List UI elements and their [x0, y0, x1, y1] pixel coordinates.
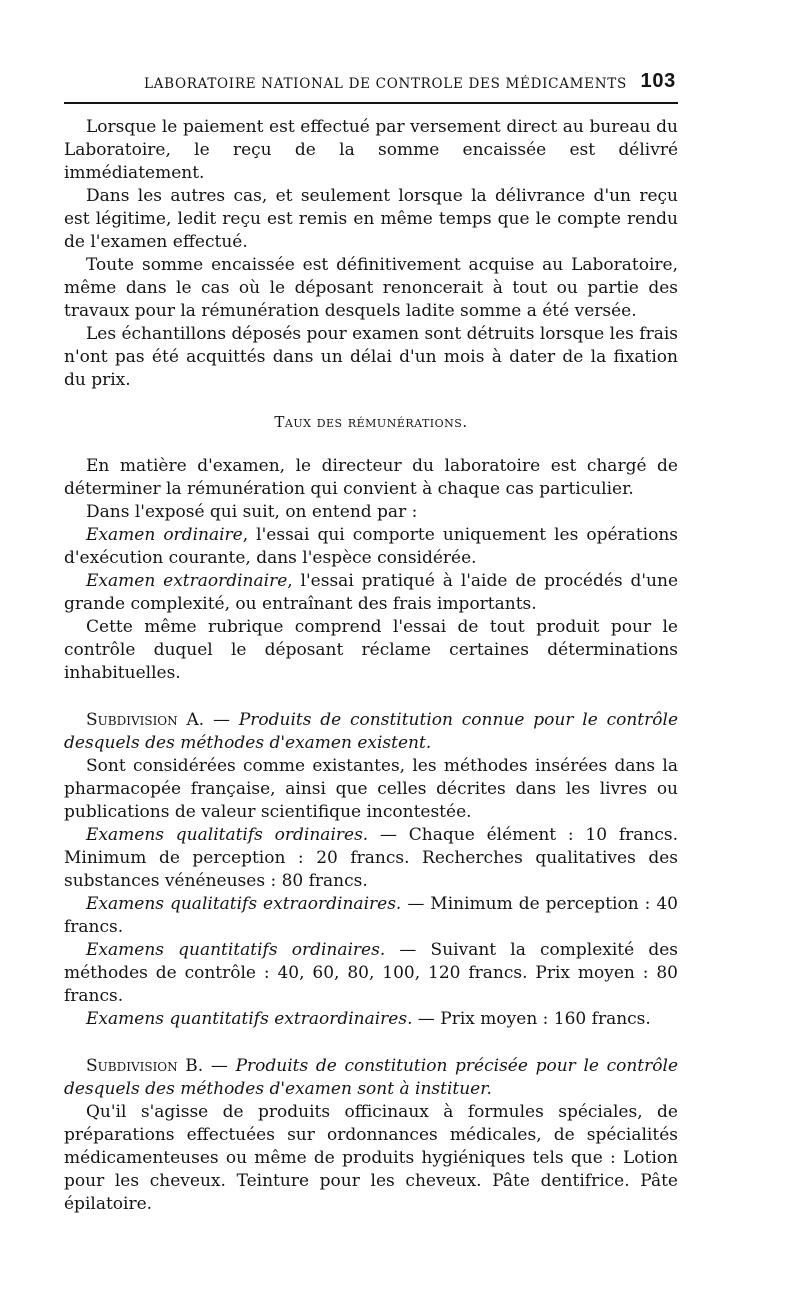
definition-ordinary-term: Examen ordinaire [86, 525, 243, 545]
definition-extraordinary-text: , l'essai pratiqué à l'aide de procédés d'une grande complexité, ou entraînant des frais importants. [64, 571, 679, 614]
section-heading-text: Taux des rémunérations. [274, 413, 468, 431]
running-title: LABORATOIRE NATIONAL DE CONTROLE DES MÉDICAMENTS [144, 76, 627, 92]
subdivision-b-dash: — [203, 1056, 236, 1076]
subdivision-b-title [64, 1055, 678, 1101]
subdivision-a-heading: Produits de constitution connue pour le contrôle desquels des méthodes d'examen existent. [64, 710, 678, 753]
subdivision-b-heading: Produits de constitution précisée pour le contrôle desquels des méthodes d'examen sont à instituer. [64, 1056, 679, 1099]
fee-quantitative-extraordinary-text: — Prix moyen : 160 francs. [412, 1009, 651, 1029]
document-page [64, 68, 678, 1216]
subdivision-b-label: Subdivision B. [86, 1056, 204, 1076]
paragraph-existing-methods: Sont considérées comme existantes, les méthodes insérées dans la pharmacopée française, ainsi que celles décrites dans les livres ou publications de valeur scientifique incontestée. [64, 756, 678, 822]
fee-qualitative-ordinary-term: Examens qualitatifs ordinaires. [86, 825, 369, 845]
fee-quantitative-extraordinary-term: Examens quantitatifs extraordinaires. [86, 1009, 413, 1029]
fee-quantitative-ordinary-text: — Suivant la complexité des méthodes de contrôle : 40, 60, 80, 100, 120 francs. Prix moyen : 80 francs. [64, 940, 678, 1006]
paragraph-definitions-intro: Dans l'exposé qui suit, on entend par : [86, 502, 418, 522]
fee-quantitative-extraordinary [64, 1008, 678, 1031]
paragraph-payment-direct: Lorsque le paiement est effectué par versement direct au bureau du Laboratoire, le reçu de la somme encaissée est délivré immédiatement. [64, 117, 678, 183]
definition-ordinary [64, 524, 678, 570]
paragraph-samples-destroyed: Les échantillons déposés pour examen sont détruits lorsque les frais n'ont pas été acquittés dans un délai d'un mois à dater de la fixation du prix. [64, 324, 678, 390]
paragraph-sums-acquired: Toute somme encaissée est définitivement acquise au Laboratoire, même dans le cas où le déposant renoncerait à tout ou partie des travaux pour la rémunération desquels ladite somme a été versée. [64, 255, 678, 321]
definition-ordinary-text: , l'essai qui comporte uniquement les opérations d'exécution courante, dans l'espèce considérée. [64, 525, 678, 568]
body-text [64, 116, 678, 1216]
fee-quantitative-ordinary [64, 939, 678, 1008]
paragraph-officinal-products: Qu'il s'agisse de produits officinaux à formules spéciales, de préparations effectuées sur ordonnances médicales, de spécialités médicamenteuses ou même de produits hygiéniques tels que : Lotion pour les cheveux. Teinture pour les cheveux. Pâte dentifrice. Pâte épilatoire. [64, 1102, 678, 1214]
definition-extraordinary-term: Examen extraordinaire [86, 571, 288, 591]
subdivision-a-title [64, 709, 678, 755]
page-header [64, 68, 678, 96]
fee-qualitative-extraordinary-term: Examens qualitatifs extraordinaires. [86, 894, 402, 914]
paragraph-same-heading: Cette même rubrique comprend l'essai de tout produit pour le contrôle duquel le déposant réclame certaines déterminations inhabituelles. [64, 617, 678, 683]
fee-qualitative-ordinary [64, 824, 678, 893]
fee-qualitative-extraordinary-text: — Minimum de perception : 40 francs. [64, 894, 678, 937]
page-number: 103 [640, 70, 676, 92]
paragraph-director: En matière d'examen, le directeur du laboratoire est chargé de déterminer la rémunération qui convient à chaque cas particulier. [64, 456, 678, 499]
subdivision-a-dash: — [204, 710, 239, 730]
subdivision-a-label: Subdivision A. [86, 710, 205, 730]
header-rule [64, 102, 678, 104]
paragraph-receipt-cases: Dans les autres cas, et seulement lorsque la délivrance d'un reçu est légitime, ledit reçu est remis en même temps que le compte rendu de l'examen effectué. [64, 186, 678, 252]
fee-quantitative-ordinary-term: Examens quantitatifs ordinaires. [86, 940, 386, 960]
definition-extraordinary [64, 570, 678, 616]
fee-qualitative-extraordinary [64, 893, 678, 939]
section-heading [64, 411, 678, 434]
fee-qualitative-ordinary-text: — Chaque élément : 10 francs. Minimum de perception : 20 francs. Recherches qualitatives des substances vénéneuses : 80 francs. [64, 825, 679, 891]
